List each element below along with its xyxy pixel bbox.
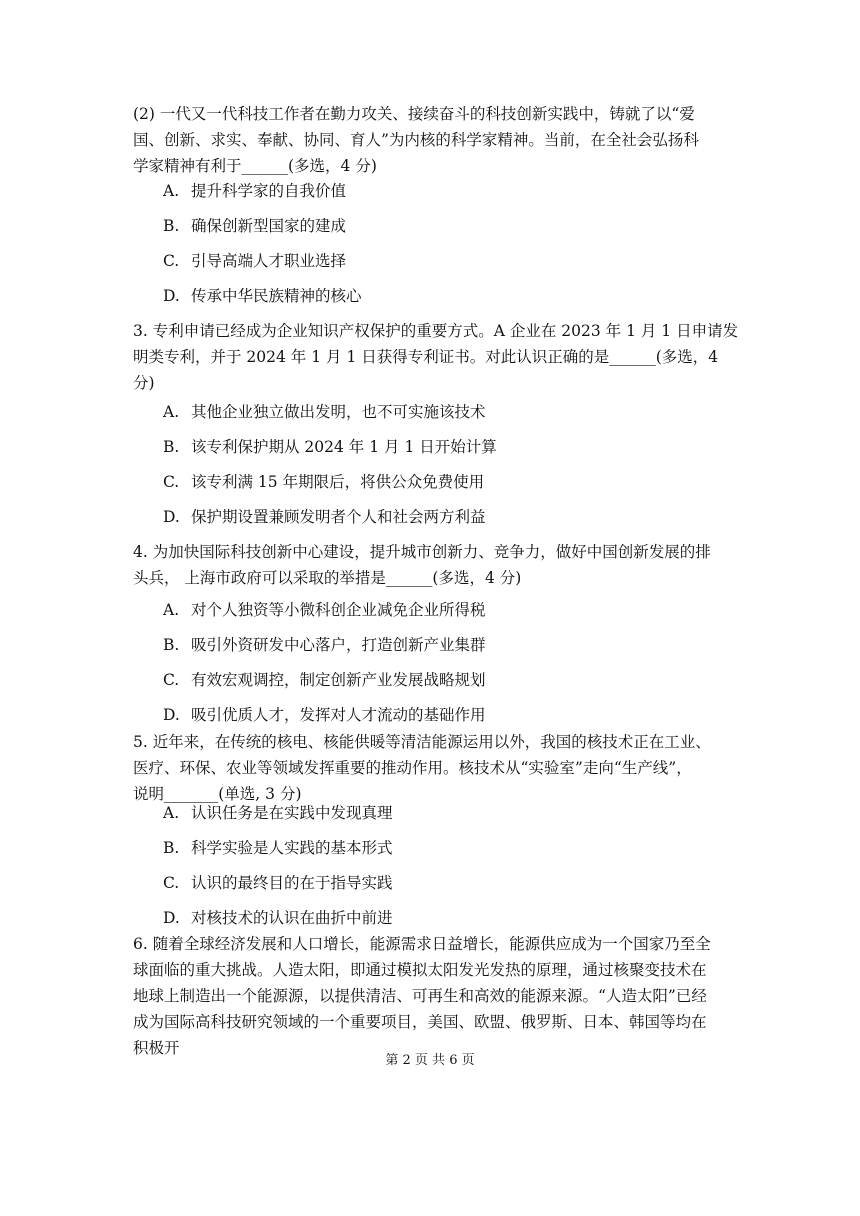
question-line: 学家精神有利于______(多选，4 分) <box>133 157 377 175</box>
question-line: 球面临的重大挑战。人造太阳，即通过模拟太阳发光发热的原理，通过核聚变技术在 <box>133 961 707 979</box>
question-line: 积极开 <box>133 1039 180 1057</box>
question-5-option-d: D. 对核技术的认识在曲折中前进 <box>163 909 393 927</box>
question-2-stem <box>133 101 733 179</box>
question-3-option-a: A. 其他企业独立做出发明，也不可实施该技术 <box>163 403 486 421</box>
question-3-option-c: C. 该专利满 15 年期限后，将供公众免费使用 <box>163 473 485 491</box>
question-6-stem <box>133 931 733 1061</box>
question-2-option-a: A. 提升科学家的自我价值 <box>163 182 347 200</box>
question-3-option-d: D. 保护期设置兼顾发明者个人和社会两方利益 <box>163 508 486 526</box>
question-2-option-b: B. 确保创新型国家的建成 <box>163 217 347 235</box>
question-line: 成为国际高科技研究领域的一个重要项目，美国、欧盟、俄罗斯、日本、韩国等均在 <box>133 1013 707 1031</box>
question-5-option-c: C. 认识的最终目的在于指导实践 <box>163 874 393 892</box>
question-4-option-d: D. 吸引优质人才，发挥对人才流动的基础作用 <box>163 706 486 724</box>
question-5-stem <box>133 729 733 807</box>
question-line: 5. 近年来，在传统的核电、核能供暖等清洁能源运用以外，我国的核技术正在工业、 <box>133 733 711 751</box>
question-4-option-a: A. 对个人独资等小微科创企业减免企业所得税 <box>163 601 486 619</box>
question-line: 3. 专利申请已经成为企业知识产权保护的重要方式。A 企业在 2023 年 1 月 1 日申请发 <box>133 322 739 340</box>
question-line: 分) <box>133 374 155 392</box>
question-2-option-c: C. 引导高端人才职业选择 <box>163 252 347 270</box>
question-4-stem <box>133 539 733 591</box>
question-line: 头兵， 上海市政府可以采取的举措是______(多选，4 分) <box>133 569 522 587</box>
question-3-stem <box>133 318 739 396</box>
question-3-option-b: B. 该专利保护期从 2024 年 1 月 1 日开始计算 <box>163 438 497 456</box>
question-line: 说明_______(单选, 3 分) <box>133 785 302 803</box>
question-5-option-a: A. 认识任务是在实践中发现真理 <box>163 804 393 822</box>
question-line: 明类专利，并于 2024 年 1 月 1 日获得专利证书。对此认识正确的是______(多选，4 <box>133 348 719 366</box>
question-line: 国、创新、求实、奉献、协同、育人”为内核的科学家精神。当前，在全社会弘扬科 <box>133 131 699 149</box>
question-4-option-c: C. 有效宏观调控，制定创新产业发展战略规划 <box>163 671 486 689</box>
question-line: 医疗、环保、农业等领域发挥重要的推动作用。核技术从“实验室”走向“生产线”， <box>133 759 692 777</box>
question-2-option-d: D. 传承中华民族精神的核心 <box>163 287 362 305</box>
question-4-option-b: B. 吸引外资研发中心落户，打造创新产业集群 <box>163 636 486 654</box>
question-line: 地球上制造出一个能源源，以提供清洁、可再生和高效的能源来源。“人造太阳”已经 <box>133 987 707 1005</box>
question-line: 4. 为加快国际科技创新中心建设，提升城市创新力、竞争力，做好中国创新发展的排 <box>133 543 711 561</box>
question-5-option-b: B. 科学实验是人实践的基本形式 <box>163 839 393 857</box>
page-number-footer: 第 2 页 共 6 页 <box>385 1053 475 1068</box>
question-line: 6. 随着全球经济发展和人口增长，能源需求日益增长，能源供应成为一个国家乃至全 <box>133 935 711 953</box>
question-line: (2) 一代又一代科技工作者在勤力攻关、接续奋斗的科技创新实践中，铸就了以“爱 <box>133 105 695 123</box>
